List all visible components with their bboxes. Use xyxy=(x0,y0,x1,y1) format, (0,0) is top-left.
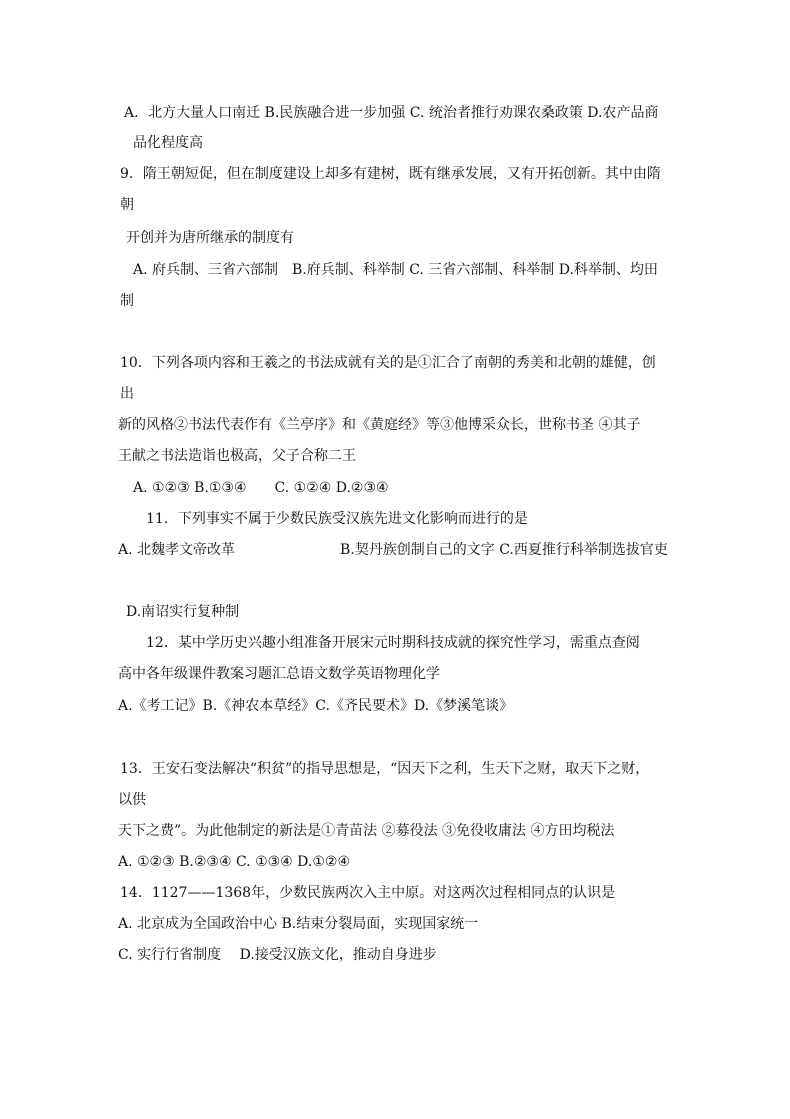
q10-stem-line1: 10．下列各项内容和王羲之的书法成就有关的是①汇合了南朝的秀美和北朝的雄健，创 xyxy=(120,355,656,371)
q10-stem-line4: 王献之书法造诣也极高，父子合称二王 xyxy=(118,448,356,464)
q12-options: A.《考工记》B.《神农本草经》C.《齐民要术》D.《梦溪笔谈》 xyxy=(118,698,514,714)
q11-stem: 11．下列事实不属于少数民族受汉族先进文化影响而进行的是 xyxy=(146,511,528,527)
q8-options-line1: A．北方大量人口南迁 B.民族融合进一步加强 C. 统治者推行劝课农桑政策 D.农产品商 xyxy=(124,105,659,121)
q9-stem-line1: 9．隋王朝短促，但在制度建设上却多有建树，既有继承发展，又有开拓创新。其中由隋 xyxy=(120,166,661,182)
q13-stem-line2: 以供 xyxy=(118,792,146,808)
q9-stem-line3: 开创并为唐所继承的制度有 xyxy=(126,230,294,246)
q11-option-d: D.南诏实行复种制 xyxy=(126,604,240,620)
q11-options-bc: B.契丹族创制自己的文字 C.西夏推行科举制选拔官吏 xyxy=(340,542,668,558)
q8-options-line2: 品化程度高 xyxy=(133,135,203,151)
q13-options: A. ①②③ B.②③④ C. ①③④ D.①②④ xyxy=(118,854,350,870)
q10-stem-line3: 新的风格②书法代表作有《兰亭序》和《黄庭经》等③他博采众长，世称书圣 ④其子 xyxy=(118,417,641,433)
q10-stem-line2: 出 xyxy=(120,386,134,402)
q9-options-line2: 制 xyxy=(120,293,134,309)
q14-options-line1: A. 北京成为全国政治中心 B.结束分裂局面，实现国家统一 xyxy=(118,916,479,932)
q13-stem-line3: 天下之费”。为此他制定的新法是①青苗法 ②募役法 ③免役收庸法 ④方田均税法 xyxy=(118,823,615,839)
q14-options-line2: C. 实行行省制度 D.接受汉族文化，推动自身进步 xyxy=(118,947,437,963)
watermark-line: 高中各年级课件教案习题汇总语文数学英语物理化学 xyxy=(118,666,440,682)
q10-options: A. ①②③ B.①③④ C. ①②④ D.②③④ xyxy=(133,480,389,496)
q12-stem: 12．某中学历史兴趣小组准备开展宋元时期科技成就的探究性学习，需重点查阅 xyxy=(146,635,640,651)
q11-option-a: A. 北魏孝文帝改革 xyxy=(118,542,236,558)
q9-stem-line2: 朝 xyxy=(120,197,134,213)
q14-stem: 14．1127——1368年，少数民族两次入主中原。对这两次过程相同点的认识是 xyxy=(120,885,616,901)
q9-options-line1: A. 府兵制、三省六部制 B.府兵制、科举制 C. 三省六部制、科举制 D.科举制、均田 xyxy=(133,262,658,278)
q13-stem-line1: 13．王安石变法解决“积贫”的指导思想是，“因天下之利，生天下之财，取天下之财， xyxy=(120,761,650,777)
